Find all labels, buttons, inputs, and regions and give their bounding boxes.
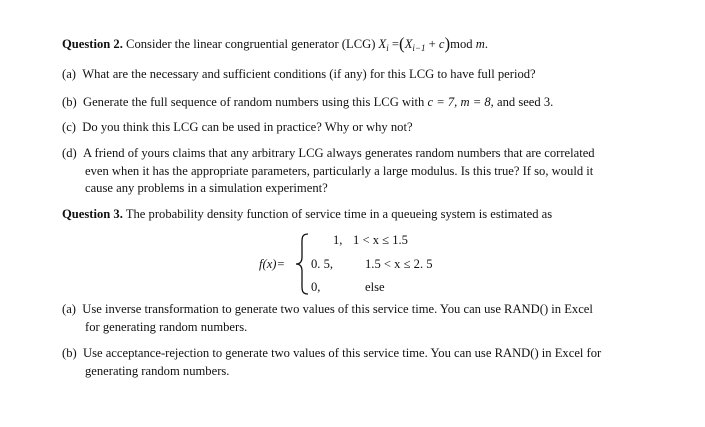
q2-part-c bbox=[62, 119, 413, 135]
formula-inner-var: X bbox=[404, 37, 413, 51]
question-2-label: Question 2. bbox=[62, 37, 123, 51]
q2-part-d-text-3: cause any problems in a simulation experiment? bbox=[85, 181, 328, 195]
pdf-case-2-value: 0. 5, bbox=[311, 257, 334, 271]
formula-c: c bbox=[438, 37, 445, 51]
q2-part-a bbox=[62, 66, 536, 82]
formula-close-paren: ) bbox=[444, 34, 451, 53]
pdf-case-1-condition: 1 < x ≤ 1.5 bbox=[353, 233, 408, 247]
formula-m: m bbox=[475, 37, 485, 51]
q3-part-b-line-1 bbox=[62, 345, 601, 361]
pdf-lhs: f(x)= bbox=[259, 257, 285, 271]
q2-part-b-params: c = 7, m = 8, bbox=[427, 95, 494, 109]
q2-part-d-line-3 bbox=[85, 180, 328, 196]
pdf-case-2-condition: 1.5 < x ≤ 2. 5 bbox=[365, 257, 433, 271]
q2-part-b-label: (b) bbox=[62, 95, 77, 109]
pdf-case-1-value: 1, bbox=[333, 233, 343, 247]
pdf-case-3-condition: else bbox=[365, 280, 385, 294]
question-2-text: Consider the linear congruential generator (LCG) bbox=[126, 37, 376, 51]
formula-plus: + bbox=[425, 37, 439, 51]
q2-part-b bbox=[62, 94, 553, 110]
q3-part-b-text-2: generating random numbers. bbox=[85, 364, 230, 378]
q2-part-b-text: Generate the full sequence of random numbers using this LCG with bbox=[82, 95, 425, 109]
q3-part-b-text-1: Use acceptance-rejection to generate two values of this service time. You can use RAND() in Excel for bbox=[82, 346, 602, 360]
q2-part-d-label: (d) bbox=[62, 146, 77, 160]
q3-part-b-label: (b) bbox=[62, 346, 77, 360]
question-3-header bbox=[62, 206, 552, 222]
formula-open-paren: ( bbox=[399, 34, 405, 53]
formula-lhs-sub: i bbox=[386, 43, 389, 53]
q2-part-d-text-1: A friend of yours claims that any arbitrary LCG always generates random numbers that are correlated bbox=[82, 146, 595, 160]
q3-part-a-text-2: for generating random numbers. bbox=[85, 320, 248, 334]
pdf-case-3-value: 0, bbox=[311, 280, 321, 294]
formula-period: . bbox=[484, 37, 488, 51]
q2-part-d-line-2 bbox=[85, 163, 593, 179]
formula-mod: mod bbox=[450, 37, 473, 51]
lcg-formula bbox=[378, 34, 488, 53]
q2-part-a-text: What are the necessary and sufficient conditions (if any) for this LCG to have full period? bbox=[82, 67, 536, 81]
q3-part-a-label: (a) bbox=[62, 302, 76, 316]
q3-part-a-text-1: Use inverse transformation to generate two values of this service time. You can use RAND() in Excel bbox=[82, 302, 593, 316]
formula-lhs-var: X bbox=[378, 37, 387, 51]
left-brace-icon bbox=[295, 233, 311, 295]
formula-inner-sub: i−1 bbox=[412, 43, 426, 53]
q2-part-c-text: Do you think this LCG can be used in practice? Why or why not? bbox=[82, 120, 413, 134]
q2-part-c-label: (c) bbox=[62, 120, 76, 134]
q3-part-a-line-2 bbox=[85, 319, 247, 335]
q3-part-a-line-1 bbox=[62, 301, 593, 317]
q2-part-d-text-2: even when it has the appropriate parameters, particularly a large modulus. Is this true? If so, would it bbox=[85, 164, 594, 178]
q3-part-b-line-2 bbox=[85, 363, 229, 379]
question-2-header bbox=[62, 35, 488, 53]
q2-part-a-label: (a) bbox=[62, 67, 76, 81]
q2-part-d-line-1 bbox=[62, 145, 595, 161]
formula-equals: = bbox=[388, 37, 400, 51]
question-3-text: The probability density function of service time in a queueing system is estimated as bbox=[125, 207, 553, 221]
question-3-label: Question 3. bbox=[62, 207, 123, 221]
q2-part-b-seed: and seed 3. bbox=[496, 95, 554, 109]
